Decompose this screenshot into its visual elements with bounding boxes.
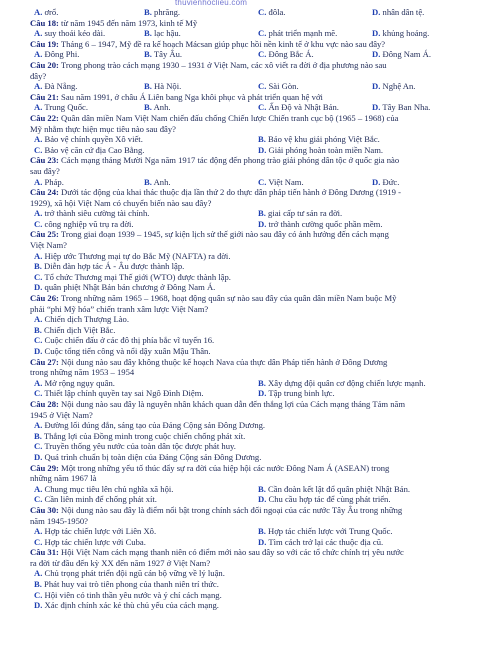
option-text: Sài Gòn. (268, 81, 299, 92)
answer-option (144, 49, 182, 60)
question-text: Dưới tác động của khai thác thuộc địa lần thứ 2 do thực dân pháp tiến hành ở Đông Dương (1919 - (61, 187, 401, 198)
answer-options-row (30, 484, 482, 495)
option-letter: B. (144, 28, 152, 39)
answer-option (30, 420, 482, 431)
option-letter: B. (258, 526, 266, 537)
option-letter: D. (372, 49, 381, 60)
option-text: Pháp. (44, 176, 64, 187)
question-text: từ năm 1945 đến năm 1973, kinh tế Mỹ (61, 17, 198, 28)
option-text: Bảo vệ căn cứ địa Cao Bằng. (44, 144, 145, 155)
option-letter: D. (372, 176, 381, 187)
answer-options-row (30, 134, 482, 145)
question-line (30, 18, 482, 29)
answer-options-row (30, 49, 482, 60)
option-text: Đức. (382, 176, 400, 187)
option-letter: A. (34, 28, 43, 39)
option-text: Việt Nam. (268, 176, 304, 187)
answer-option (258, 145, 383, 156)
option-letter: C. (34, 536, 43, 547)
question-number: Câu 25: (30, 229, 59, 240)
answer-options-row (30, 81, 482, 92)
option-letter: A. (34, 81, 43, 92)
answer-options-row (30, 526, 482, 537)
option-text: Nghệ An. (382, 81, 416, 92)
option-letter: C. (258, 28, 267, 39)
answer-option (372, 28, 429, 39)
question-line (30, 463, 482, 474)
question-line (30, 547, 482, 558)
answer-options-row (30, 102, 482, 113)
option-text: Đường lối đúng đắn, sáng tạo của Đảng Cộng sản Đông Dương. (44, 420, 266, 431)
option-text: Hợp tác chiến lược với Cuba. (44, 536, 146, 547)
question-text: Nội dung nào sau đây là điểm nổi bật trong chính sách đối ngoại của các nước Tây Âu trong những (61, 504, 403, 515)
answer-option (30, 251, 482, 262)
option-text: Đông Bắc Á. (268, 49, 314, 60)
option-letter: D. (258, 494, 267, 505)
answer-option (258, 49, 314, 60)
answer-option (258, 81, 299, 92)
option-letter: B. (258, 134, 266, 145)
exam-content (30, 7, 482, 611)
answer-option (372, 81, 415, 92)
option-letter: C. (258, 81, 267, 92)
question-number: Câu 29: (30, 462, 59, 473)
answer-option (258, 28, 337, 39)
answer-option (34, 102, 88, 113)
question-text: Trong những năm 1965 – 1968, hoạt động quân sự nào sau đây của quân dân miền Nam buộc Mỹ (60, 293, 397, 304)
option-letter: D. (34, 346, 43, 356)
question-number: Câu 24: (30, 187, 59, 198)
option-text: Giải phóng hoàn toàn miền Nam. (268, 144, 384, 155)
option-letter: C. (258, 49, 267, 60)
answer-option (34, 208, 149, 219)
option-letter: C. (34, 144, 43, 155)
answer-option (258, 388, 335, 399)
option-letter: D. (258, 536, 267, 547)
option-text: Chủ trọng phát triển đội ngũ cán bộ vững về lý luận. (44, 568, 225, 579)
answer-options-row (30, 537, 482, 548)
option-text: Cuộc tổng tiến công và nổi dậy xuân Mậu Thân. (44, 346, 211, 356)
answer-option (258, 7, 285, 18)
answer-options-row (30, 145, 482, 156)
option-text: Phát huy vai trò tiên phong của thanh niên trí thức. (44, 579, 219, 590)
answer-option (30, 441, 482, 452)
option-text: Diễn đàn hợp tác Á - Âu được thành lập. (44, 261, 185, 272)
option-letter: D. (372, 28, 381, 39)
question-number: Câu 28: (30, 398, 59, 409)
option-letter: A. (34, 49, 43, 60)
question-line (30, 399, 482, 410)
option-letter: C. (34, 388, 43, 399)
option-text: Đông Phi. (44, 49, 80, 60)
question-number: Câu 18: (30, 17, 59, 28)
question-text-continued: ra đời từ đầu đến kỳ XX đến năm 1927 ở Việt Nam? (30, 557, 211, 568)
answer-option (144, 102, 171, 113)
option-text: Đà Nẵng. (44, 81, 78, 92)
option-text: Cần đoàn kết lật đổ quân phiệt Nhật Bản. (268, 483, 411, 494)
option-text: Đông Nam Á. (382, 49, 431, 60)
option-text: Tập trung binh lực. (268, 388, 335, 399)
option-letter: D. (34, 282, 43, 293)
answer-option (34, 49, 79, 60)
answer-options-row (30, 208, 482, 219)
answer-option (258, 526, 393, 537)
answer-option (34, 378, 115, 389)
answer-option (372, 49, 431, 60)
question-text-continued: 1945 ở Việt Nam? (30, 409, 93, 420)
option-letter: A. (34, 250, 43, 261)
question-line (30, 60, 482, 71)
question-number: Câu 26: (30, 293, 59, 304)
answer-option (258, 484, 410, 495)
option-text: Tây Ban Nha. (382, 102, 431, 113)
option-text: Thiết lập chính quyền tay sai Ngô Đình Diệm. (44, 388, 204, 399)
answer-options-row (30, 494, 482, 505)
answer-option (144, 7, 180, 18)
option-letter: C. (34, 271, 43, 282)
answer-option (34, 81, 77, 92)
answer-option (258, 177, 304, 188)
question-text-continued: Việt Nam? (30, 240, 67, 251)
option-letter: A. (34, 102, 43, 113)
option-letter: C. (34, 494, 43, 505)
option-text: khủng hoảng. (382, 28, 430, 39)
option-text: Thắng lợi của Đồng minh trong cuộc chiến chống phát xít. (43, 430, 246, 441)
option-text: Quá trình chuẩn bị toàn diện của Đảng Cộng sản Đông Dương. (44, 451, 262, 462)
answer-option (34, 484, 173, 495)
option-letter: D. (34, 600, 43, 611)
question-text: Tháng 6 – 1947, Mỹ đề ra kế hoạch Mácsan giúp phục hồi nền kinh tế ở khu vực nào sau đây? (60, 38, 386, 49)
option-letter: D. (258, 144, 267, 155)
option-letter: B. (144, 176, 152, 187)
option-text: phát triển mạnh mẽ. (268, 28, 338, 39)
option-text: Hà Nội. (154, 81, 182, 92)
answer-option (34, 219, 134, 230)
question-number: Câu 20: (30, 59, 59, 70)
question-number: Câu 27: (30, 356, 59, 367)
option-text: Hội viên có tinh thần yêu nước và ý chí cách mạng. (44, 589, 222, 600)
answer-option (30, 272, 482, 283)
question-text: Cách mạng tháng Mười Nga năm 1917 tác động đến phong trào giải phóng dân tộc ở quốc gia nào (61, 155, 400, 166)
answer-option (258, 102, 339, 113)
answer-option (144, 28, 181, 39)
question-text: Trong giai đoạn 1939 – 1945, sự kiện lịch sử thế giới nào sau đây có ảnh hưởng đến cách mạng (60, 229, 389, 240)
answer-option (30, 325, 482, 336)
option-text: Chiến dịch Việt Bắc. (44, 324, 116, 335)
option-text: Truyền thống yêu nước của toàn dân tộc được phát huy. (44, 441, 236, 452)
answer-option (144, 177, 171, 188)
option-text: Anh. (153, 102, 171, 113)
option-text: lạc hậu. (154, 28, 181, 39)
answer-option (30, 590, 482, 601)
answer-option (30, 314, 482, 325)
question-text-continued: phải “phi Mỹ hóa” chiến tranh xâm lược Việt Nam? (30, 303, 209, 314)
option-text: trở thành siêu cường tài chính. (44, 208, 150, 219)
option-letter: B. (258, 208, 266, 219)
question-line (30, 92, 482, 103)
question-line (30, 505, 482, 516)
answer-option (372, 177, 399, 188)
option-letter: A. (34, 134, 43, 145)
option-letter: C. (34, 589, 43, 600)
answer-option (30, 452, 482, 463)
option-letter: D. (258, 388, 267, 399)
answer-option (34, 494, 157, 505)
question-number: Câu 30: (30, 504, 59, 515)
option-letter: B. (34, 324, 42, 335)
answer-option (34, 134, 143, 145)
question-text: Trong phong trào cách mạng 1930 – 1931 ở Việt Nam, các xô viết ra đời ở địa phương nào sau (60, 59, 387, 70)
option-letter: B. (144, 81, 152, 92)
answer-option (30, 335, 482, 346)
question-number: Câu 31: (30, 547, 59, 558)
answer-option (144, 81, 181, 92)
option-text: Tây Âu. (153, 49, 183, 60)
question-text-continued: đây? (30, 70, 47, 81)
question-number: Câu 22: (30, 112, 59, 123)
answer-options-row (30, 177, 482, 188)
option-text: Xây dựng đội quân cơ động chiến lược mạnh. (268, 377, 426, 388)
question-text-continued: Mỹ nhằm thực hiện mục tiêu nào sau đây? (30, 123, 176, 134)
answer-option (34, 7, 58, 18)
question-text: Nội dung nào sau đây không thuộc kế hoạch Nava của thực dân Pháp tiến hành ở Đông Dương (61, 356, 388, 367)
answer-option (372, 102, 430, 113)
option-text: phrăng. (154, 7, 181, 17)
answer-option (34, 28, 105, 39)
question-text: Sau năm 1991, ở châu Á Liên bang Nga khôi phục và phát triển quan hệ với (61, 91, 323, 102)
question-text-continued: 1929), xã hội Việt Nam có chuyển biến nào sau đây? (30, 197, 212, 208)
question-text: Một trong những yếu tố thúc đẩy sự ra đời của hiệp hội các nước Đông Nam Á (ASEAN) trong (61, 462, 390, 473)
option-letter: C. (258, 102, 267, 113)
answer-option (258, 134, 380, 145)
option-letter: C. (34, 441, 43, 452)
answer-option (30, 261, 482, 272)
option-letter: C. (34, 218, 43, 229)
answer-options-row (30, 28, 482, 39)
question-text: Hội Việt Nam cách mạng thanh niên có điểm mới nào sau đây so với các tổ chức chính trị yêu nước (61, 547, 404, 558)
option-text: Anh. (153, 176, 171, 187)
option-text: Bảo vệ khu giải phóng Việt Bắc. (268, 134, 380, 145)
option-text: Hiệp ước Thương mại tự do Bắc Mỹ (NAFTA) ra đời. (44, 250, 231, 261)
question-number: Câu 19: (30, 38, 59, 49)
answer-option (258, 219, 383, 230)
option-letter: A. (34, 176, 43, 187)
question-text: Quân dân miền Nam Việt Nam chiến đấu chống Chiến lược Chiến tranh cục bộ (1965 – 1968) của (61, 112, 399, 123)
answer-option (34, 526, 156, 537)
question-line (30, 155, 482, 166)
option-text: Tổ chức Thương mại Thế giới (WTO) được thành lập. (44, 271, 231, 282)
answer-option (372, 7, 424, 18)
option-text: Chiến dịch Thượng Lào. (44, 314, 129, 325)
option-letter: B. (144, 49, 152, 60)
option-text: nhân dân tệ. (382, 7, 425, 17)
answer-option (30, 600, 482, 611)
answer-option (258, 208, 342, 219)
answer-option (34, 537, 146, 548)
answer-options-row (30, 388, 482, 399)
answer-options-row (30, 219, 482, 230)
answer-options-row (30, 378, 482, 389)
question-text-continued: sau đây? (30, 165, 60, 176)
question-line (30, 39, 482, 50)
option-letter: C. (258, 176, 267, 187)
option-letter: C. (34, 335, 43, 346)
option-letter: A. (34, 483, 43, 494)
question-text: Nội dung nào sau đây là nguyên nhân khách quan dẫn đến thắng lợi của Cách mạng tháng Tám năm (61, 398, 406, 409)
option-text: ơrổ. (44, 7, 59, 17)
option-text: Chu cầu hợp tác để cùng phát triển. (268, 494, 391, 505)
option-letter: C. (258, 7, 267, 17)
option-letter: B. (258, 483, 266, 494)
option-letter: A. (34, 420, 43, 431)
option-text: quân phiệt Nhật Bản bản chương ở Đông Nam Á. (44, 282, 216, 293)
option-letter: B. (34, 579, 42, 590)
option-text: Xác định chính xác kẻ thù chủ yếu của cách mạng. (44, 600, 219, 611)
question-number: Câu 23: (30, 155, 59, 166)
question-number: Câu 21: (30, 91, 59, 102)
option-letter: D. (34, 451, 43, 462)
question-text-continued: năm 1945-1950? (30, 515, 88, 526)
answer-option (30, 346, 482, 357)
option-letter: B. (144, 102, 152, 113)
option-text: Chung mục tiêu lên chủ nghĩa xã hội. (44, 483, 174, 494)
option-text: trở thành cường quốc phần mềm. (268, 218, 383, 229)
option-text: Bảo vệ chính quyền Xô viết. (44, 134, 143, 145)
question-text-continued: những năm 1967 là (30, 473, 97, 484)
answer-option (30, 431, 482, 442)
option-letter: A. (34, 314, 43, 325)
answer-option (34, 177, 64, 188)
answer-option (34, 388, 204, 399)
watermark: thuvienhoclieu.com (175, 0, 248, 7)
option-text: giai cấp tư sản ra đời. (268, 208, 343, 219)
option-letter: A. (34, 568, 43, 579)
answer-options-row (30, 7, 482, 18)
question-line (30, 357, 482, 368)
option-text: suy thoái kéo dài. (44, 28, 106, 39)
option-letter: D. (258, 218, 267, 229)
answer-option (258, 537, 383, 548)
option-text: Trung Quốc. (44, 102, 88, 113)
option-letter: A. (34, 7, 43, 17)
answer-option (258, 378, 426, 389)
option-text: Mở rộng ngụy quân. (44, 377, 115, 388)
option-letter: D. (372, 102, 381, 113)
option-letter: A. (34, 377, 43, 388)
question-line (30, 113, 482, 124)
option-text: công nghiệp vũ trụ ra đời. (44, 218, 134, 229)
question-line (30, 187, 482, 198)
option-text: Hợp tác chiến lược với Trung Quốc. (268, 526, 393, 537)
option-letter: B. (144, 7, 152, 17)
option-letter: A. (34, 526, 43, 537)
option-text: Cần liên minh để chống phát xít. (44, 494, 157, 505)
option-text: đôla. (268, 7, 286, 17)
option-text: Tìm cách trở lại các thuộc địa cũ. (268, 536, 384, 547)
option-letter: B. (258, 377, 266, 388)
answer-option (30, 282, 482, 293)
question-line (30, 229, 482, 240)
option-letter: B. (34, 261, 42, 272)
answer-option (30, 579, 482, 590)
option-letter: A. (34, 208, 43, 219)
option-letter: D. (372, 81, 381, 92)
option-letter: B. (34, 430, 42, 441)
question-text-continued: trong những năm 1953 – 1954 (30, 367, 135, 378)
option-letter: D. (372, 7, 381, 17)
answer-option (258, 494, 390, 505)
option-text: Hợp tác chiến lược với Liên Xô. (44, 526, 157, 537)
answer-option (34, 145, 144, 156)
question-line (30, 293, 482, 304)
answer-option (30, 568, 482, 579)
option-text: Cuộc chiến đấu ở các đô thị phía bắc vĩ tuyến 16. (44, 335, 215, 346)
option-text: Ấn Độ và Nhật Bản. (268, 102, 339, 113)
